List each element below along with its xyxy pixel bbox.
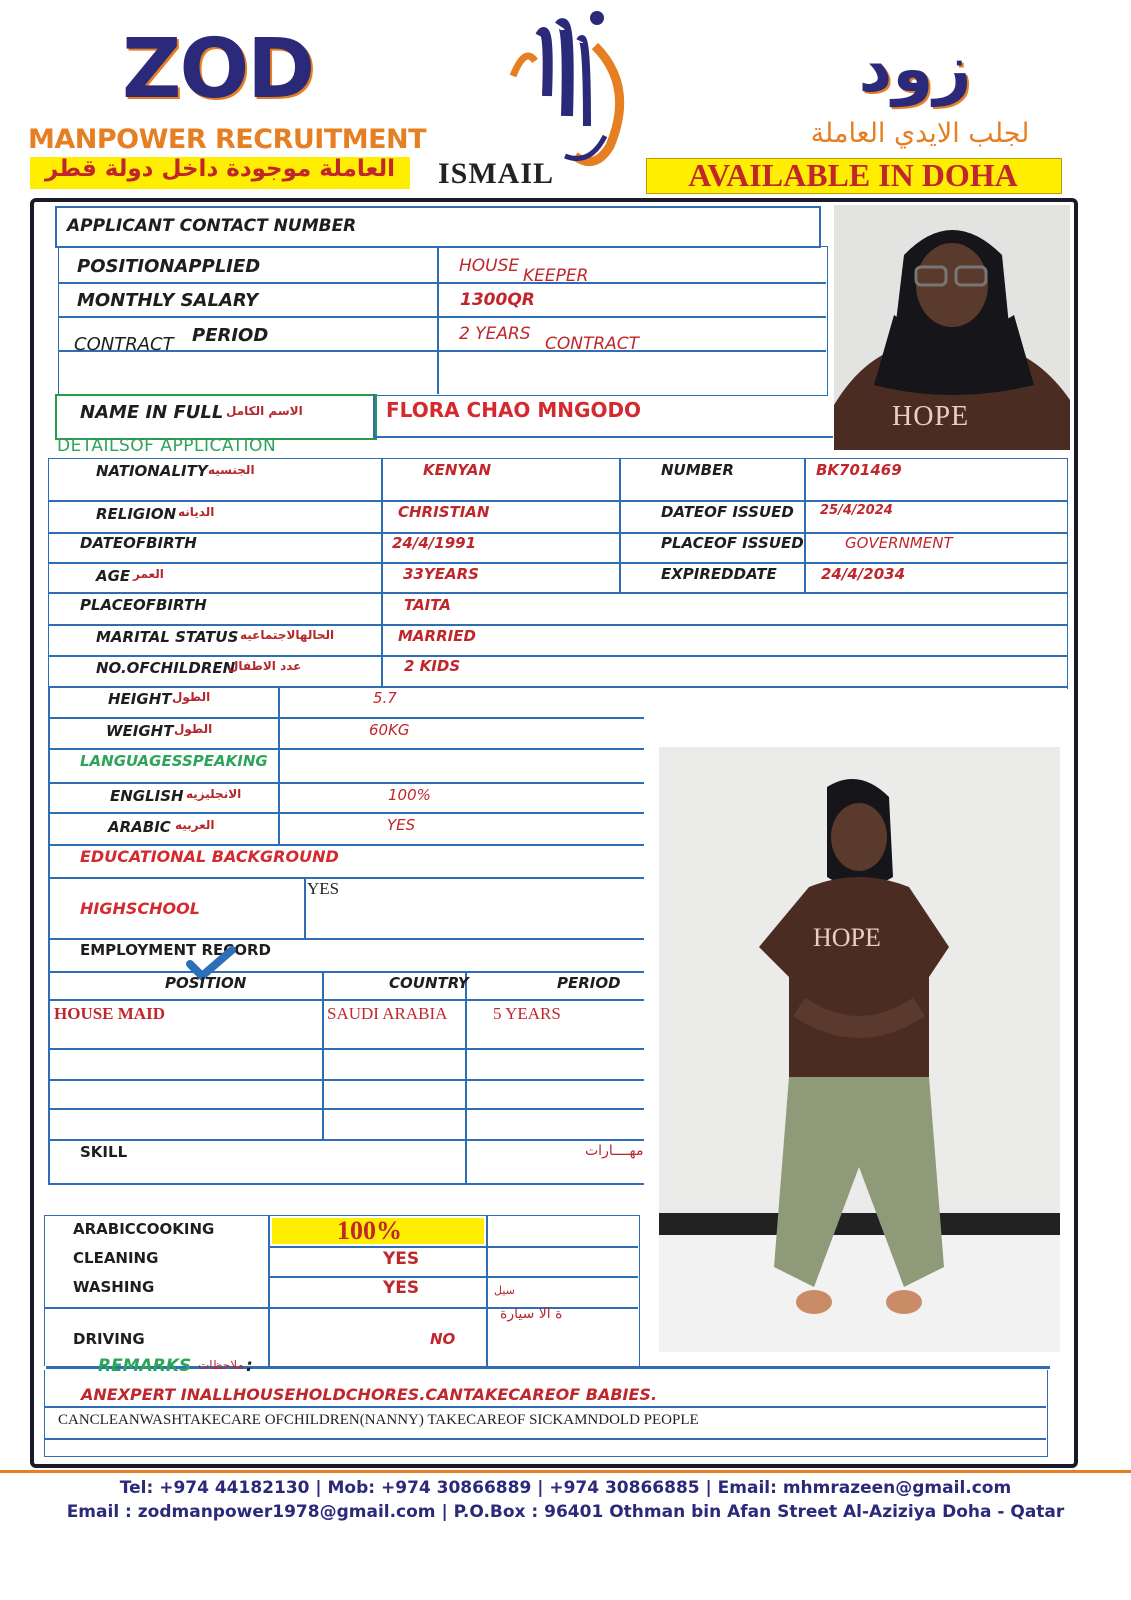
footer-line2: Email : zodmanpower1978@gmail.com | P.O.Box : 96401 Othman bin Afan Street Al-Aziziya Doha - Qatar: [66, 1502, 1065, 1522]
weight-label-ar: الطول: [174, 722, 213, 736]
arabic-brand-logo: زود: [858, 30, 972, 107]
salary-label: MONTHLY SALARY: [77, 290, 259, 311]
ismail-logo-icon: [495, 6, 645, 171]
remarks-line2: CANCLEANWASHTAKECARE OFCHILDREN(NANNY) TAKECAREOF SICKAMNDOLD PEOPLE: [58, 1412, 699, 1428]
logo-text: ISMAIL: [438, 157, 555, 190]
available-in-doha-text: AVAILABLE IN DOHA: [688, 157, 1018, 193]
col-position: POSITION: [165, 974, 247, 992]
remarks-line1: ANEXPERT INALLHOUSEHOLDCHORES.CANTAKECAREOF BABIES.: [81, 1385, 658, 1404]
driving-ar-b: ة الا سيارة: [500, 1306, 563, 1322]
contact-number-label: APPLICANT CONTACT NUMBER: [67, 216, 357, 236]
weight-value: 60KG: [369, 721, 410, 739]
remarks-colon: :: [246, 1356, 253, 1376]
driving-ar-a: سيل: [494, 1284, 515, 1297]
cooking-value: 100%: [337, 1216, 402, 1245]
nationality-label-ar: الجنسيه: [208, 463, 255, 477]
contract-value-a: 2 YEARS: [459, 324, 531, 344]
age-label: AGE: [96, 567, 131, 585]
children-value: 2 KIDS: [404, 657, 461, 675]
driving-label: DRIVING: [73, 1330, 145, 1348]
driving-value: NO: [430, 1330, 456, 1348]
height-value: 5.7: [373, 689, 397, 707]
contract-label-a: CONTRACT: [74, 334, 174, 355]
place-issued-label: PLACEOF ISSUED: [661, 534, 804, 552]
languages-heading: LANGUAGESSPEAKING: [80, 752, 268, 770]
children-label-ar: عدد الاطفال: [228, 659, 302, 673]
pob-value: TAITA: [404, 596, 451, 614]
height-label-ar: الطول: [172, 690, 211, 704]
dob-value: 24/4/1991: [392, 534, 477, 552]
employment-period: 5 YEARS: [493, 1004, 561, 1023]
portrait-shirt-text: HOPE: [892, 401, 970, 432]
pob-label: PLACEOFBIRTH: [80, 596, 207, 614]
weight-label: WEIGHT: [106, 722, 174, 740]
employment-position: HOUSE MAID: [54, 1004, 165, 1023]
marital-label-ar: الحالهالاجتماعيه: [240, 628, 335, 642]
age-value: 33YEARS: [403, 565, 479, 583]
arabic-tagline: لجلب الايدي العاملة: [810, 118, 1030, 149]
religion-value: CHRISTIAN: [398, 503, 490, 521]
name-label-ar: الاسم الكامل: [226, 404, 303, 418]
name-value: FLORA CHAO MNGODO: [386, 398, 642, 422]
issued-date-value: 25/4/2024: [820, 503, 893, 518]
expire-date-value: 24/4/2034: [821, 565, 906, 583]
contract-value-b: CONTRACT: [545, 334, 640, 354]
employment-country: SAUDI ARABIA: [327, 1004, 448, 1023]
contract-label-b: PERIOD: [192, 325, 269, 346]
employment-heading: EMPLOYMENT RECORD: [80, 941, 272, 959]
footer-line1: Tel: +974 44182130 | Mob: +974 30866889 | +974 30866885 | Email: mhmrazeen@gmail.com: [119, 1478, 1012, 1498]
children-label: NO.OFCHILDREN: [96, 659, 236, 677]
position-value-a: HOUSE: [459, 256, 520, 276]
washing-label: WASHING: [73, 1278, 155, 1296]
cleaning-value: YES: [383, 1249, 420, 1269]
footer-divider: [0, 1470, 1131, 1473]
marital-label: MARITAL STATUS: [96, 628, 239, 646]
brand-subtitle: MANPOWER RECRUITMENT: [28, 124, 427, 155]
washing-value: YES: [383, 1278, 420, 1298]
education-level: HIGHSCHOOL: [80, 899, 200, 918]
name-label: NAME IN FULL: [80, 402, 224, 423]
passport-number-label: NUMBER: [661, 461, 734, 479]
education-value: YES: [307, 879, 340, 898]
religion-label: RELIGION: [96, 505, 177, 523]
age-label-ar: العمر: [133, 567, 164, 581]
skill-label-ar: مهــــارات: [585, 1143, 644, 1159]
applicant-portrait-photo: [834, 205, 1070, 450]
arabic-label-ar: العربيه: [175, 818, 215, 832]
height-label: HEIGHT: [108, 690, 172, 708]
cooking-label: ARABICCOOKING: [73, 1220, 215, 1238]
english-value: 100%: [388, 786, 431, 804]
dob-label: DATEOFBIRTH: [80, 534, 197, 552]
remarks-divider: [46, 1366, 1050, 1369]
arabic-value: YES: [387, 816, 416, 834]
nationality-label: NATIONALITY: [96, 462, 208, 480]
remarks-label-ar: ملاحظات: [198, 1358, 244, 1372]
remarks-label: REMARKS: [98, 1356, 192, 1376]
position-label: POSITIONAPPLIED: [77, 256, 261, 277]
arabic-available-text: العاملة موجودة داخل دولة قطر: [44, 156, 396, 182]
position-value-b: KEEPER: [523, 266, 589, 286]
salary-value: 1300QR: [460, 290, 535, 310]
skill-label: SKILL: [80, 1143, 128, 1161]
english-label-ar: الانجليزيه: [186, 787, 242, 801]
religion-label-ar: الديانه: [178, 505, 215, 519]
place-issued-value: GOVERNMENT: [845, 534, 953, 552]
education-heading: EDUCATIONAL BACKGROUND: [80, 847, 339, 866]
arabic-label: ARABIC: [108, 818, 171, 836]
col-country: COUNTRY: [389, 974, 469, 992]
issued-date-label: DATEOF ISSUED: [661, 503, 794, 521]
expire-date-label: EXPIREDDATE: [661, 565, 777, 583]
passport-number-value: BK701469: [816, 461, 902, 479]
brand-logo-zod: ZOD: [122, 22, 314, 117]
cleaning-label: CLEANING: [73, 1249, 159, 1267]
applicant-full-photo: [659, 747, 1060, 1352]
nationality-value: KENYAN: [423, 461, 492, 479]
col-period: PERIOD: [557, 974, 621, 992]
english-label: ENGLISH: [110, 787, 184, 805]
marital-value: MARRIED: [398, 627, 476, 645]
full-photo-shirt-text: HOPE: [813, 923, 881, 952]
details-heading: DETAILSOF APPLICATION: [57, 436, 277, 456]
